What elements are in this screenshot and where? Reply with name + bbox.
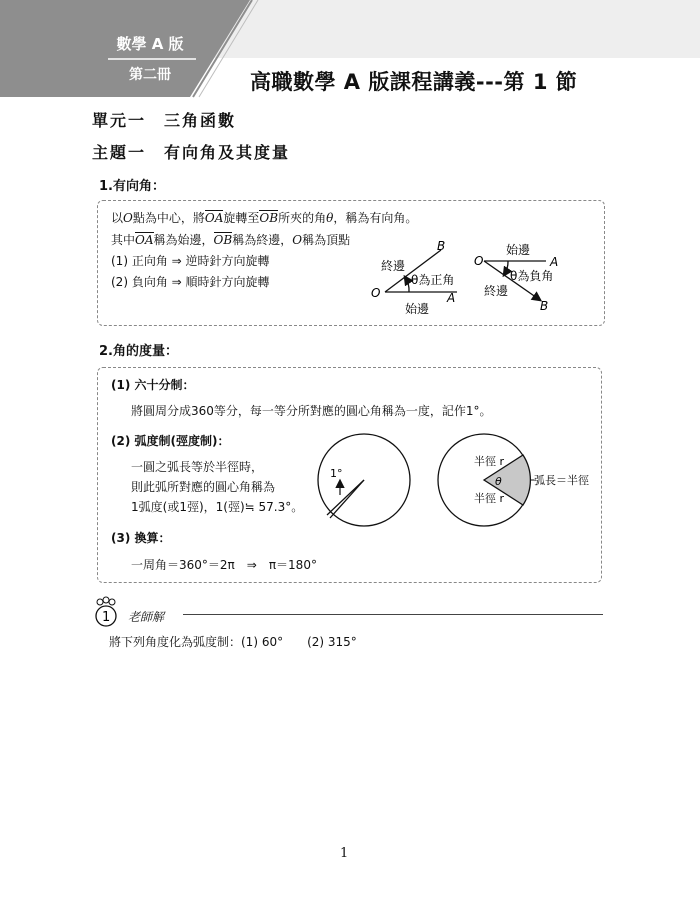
section1-line2: 其中OA稱為始邊，OB稱為終邊，O稱為頂點 bbox=[111, 233, 351, 247]
svg-text:O: O bbox=[371, 286, 381, 300]
sub2-line2: 則此弧所對應的圓心角稱為 bbox=[131, 480, 276, 494]
topic-heading: 主題一 有向角及其度量 bbox=[92, 143, 291, 162]
example-divider bbox=[183, 614, 603, 615]
svg-text:終邊: 終邊 bbox=[484, 284, 509, 298]
positive-angle-figure bbox=[365, 236, 475, 316]
series-label: 數學 A 版 bbox=[116, 35, 184, 53]
sub2-heading: (2) 弧度制(弳度制)： bbox=[111, 434, 230, 448]
svg-text:半徑 r: 半徑 r bbox=[474, 492, 505, 505]
negative-angle-figure bbox=[470, 238, 570, 314]
pos-terminal-label: 終邊 bbox=[381, 259, 406, 273]
section1-item-negative: (2) 負向角 ⇒ 順時針方向旋轉 bbox=[111, 275, 270, 289]
svg-text:始邊: 始邊 bbox=[506, 243, 531, 257]
sub1-heading: (1) 六十分制： bbox=[111, 378, 195, 392]
svg-text:B: B bbox=[437, 239, 446, 253]
conversion-formula: 一周角＝360°＝2π ⇒ π＝180° bbox=[131, 558, 317, 572]
arc-equals-radius-label: 弧長＝半徑 bbox=[534, 474, 589, 487]
pos-angle-label: θ為正角 bbox=[411, 273, 455, 287]
pos-initial-label: 始邊 bbox=[405, 302, 430, 316]
svg-text:O: O bbox=[474, 254, 484, 268]
svg-text:θ: θ bbox=[495, 475, 502, 488]
sub2-line3: 1弧度(或1弳)，1(弳)≒ 57.3°。 bbox=[131, 500, 304, 514]
example-label: 老師解 bbox=[128, 610, 165, 624]
section1-item-positive: (1) 正向角 ⇒ 逆時針方向旋轉 bbox=[111, 254, 270, 268]
example-question: 將下列角度化為弧度制：(1) 60° (2) 315° bbox=[109, 635, 357, 649]
svg-text:A: A bbox=[447, 291, 456, 305]
svg-text:θ為負角: θ為負角 bbox=[510, 269, 554, 283]
one-degree-label: 1° bbox=[330, 467, 343, 480]
svg-text:A: A bbox=[550, 255, 559, 269]
volume-label: 第二冊 bbox=[129, 67, 171, 83]
section2-heading: 2.角的度量： bbox=[99, 344, 178, 359]
svg-text:1: 1 bbox=[102, 610, 111, 625]
section1-heading: 1.有向角： bbox=[99, 179, 165, 194]
page-title: 高職數學 A 版課程講義---第 1 節 bbox=[250, 70, 578, 94]
sub1-text: 將圓周分成360等分，每一等分所對應的圓心角稱為一度，記作1°。 bbox=[131, 404, 492, 418]
example-number-icon bbox=[92, 596, 128, 630]
sub2-line1: 一圓之弧長等於半徑時， bbox=[131, 460, 264, 474]
unit-heading: 單元一 三角函數 bbox=[92, 111, 237, 130]
radian-circle bbox=[436, 429, 606, 531]
page-number: 1 bbox=[340, 846, 349, 861]
svg-text:半徑 r: 半徑 r bbox=[474, 455, 505, 468]
svg-text:B: B bbox=[540, 299, 549, 313]
sub3-heading: (3) 換算： bbox=[111, 531, 171, 545]
section1-line1: 以O點為中心，將OA旋轉至OB所夾的角θ，稱為有向角。 bbox=[111, 211, 418, 225]
one-degree-circle bbox=[316, 429, 416, 531]
